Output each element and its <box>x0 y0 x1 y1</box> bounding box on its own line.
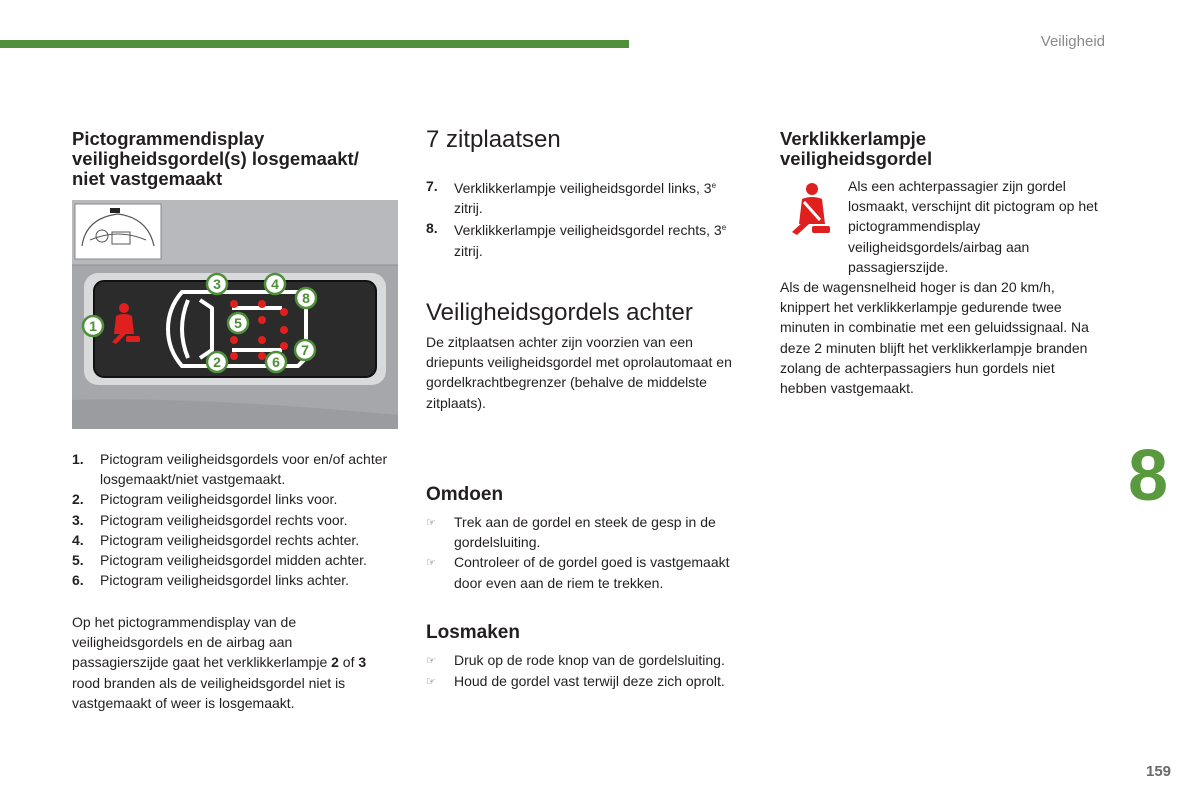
callout-3 <box>205 272 229 301</box>
callout-1 <box>81 314 105 343</box>
list-text: Trek aan de gordel en steek de gesp in de gordelsluiting. <box>454 514 716 551</box>
text-run-bold: 2 <box>331 654 339 671</box>
heading-line: niet vastgemaakt <box>72 168 223 189</box>
seatbelt-warning-icon <box>788 182 836 236</box>
list-text: Druk op de rode knop van de gordelsluiting. <box>454 652 725 668</box>
icon-description: Als een achterpassagier zijn gordel losmaakt, verschijnt dit pictogram op het pictogrammendisplay veiligheidsgordels/airbag aan passagierszijde. <box>848 178 1098 275</box>
list-number: 8. <box>426 220 438 237</box>
list-item <box>426 671 748 692</box>
list-text: Pictogram veiligheidsgordel links voor. <box>100 491 338 508</box>
text-run: zitrij. <box>454 242 483 259</box>
heading-warning-lamp <box>780 129 932 169</box>
list-item <box>72 489 398 509</box>
hand-pointer-icon: ☞ <box>426 517 436 529</box>
callout-8 <box>294 286 318 315</box>
text-run: Op het pictogrammendisplay van de veiligheidsgordels en de airbag aan passagierszijde gaat het verklikkerlampje <box>72 614 332 671</box>
heading-7-seats: 7 zitplaatsen <box>426 126 561 153</box>
text-run-bold: 3 <box>358 654 367 671</box>
release-bullets <box>426 650 748 692</box>
page-number: 159 <box>1146 763 1172 780</box>
svg-text:7: 7 <box>301 342 309 358</box>
list-text <box>454 218 748 260</box>
list-item <box>72 510 398 530</box>
body-paragraph: De zitplaatsen achter zijn voorzien van een driepunts veiligheidsgordel met oprolautomaat en gordelkrachtbegrenzer (behalve de middelste zitplaats). <box>426 334 732 411</box>
list-number: 7. <box>426 178 438 194</box>
svg-text:1: 1 <box>89 318 97 334</box>
list-item <box>72 530 398 550</box>
fasten-bullets <box>426 512 748 593</box>
list-number: 5. <box>72 552 84 569</box>
list-text: Pictogram veiligheidsgordel links achter. <box>100 572 350 589</box>
list-item <box>426 552 748 592</box>
callout-5 <box>226 311 250 340</box>
text-run: Verklikkerlampje veiligheidsgordel rechts, 3 <box>454 222 722 239</box>
list-number: 3. <box>72 511 84 528</box>
superscript: e <box>711 181 717 190</box>
list-text: Pictogram veiligheidsgordel midden achter. <box>100 552 367 569</box>
hand-pointer-icon: ☞ <box>426 557 436 570</box>
list-item <box>426 218 748 260</box>
svg-text:3: 3 <box>213 276 221 292</box>
heading-line: veiligheidsgordel <box>780 148 933 169</box>
superscript: e <box>721 223 727 233</box>
callout-7 <box>293 338 317 367</box>
chapter-number: 8 <box>1128 436 1169 516</box>
svg-text:4: 4 <box>271 276 279 292</box>
heading-release: Losmaken <box>426 622 520 643</box>
list-item <box>72 550 398 570</box>
text-run: zitrij. <box>454 200 483 217</box>
list-item <box>72 570 398 590</box>
list-text: Pictogram veiligheidsgordel rechts voor. <box>100 511 348 528</box>
section-title: Veiligheid <box>1040 33 1105 50</box>
heading-rear-seatbelts: Veiligheidsgordels achter <box>426 299 693 326</box>
svg-text:2: 2 <box>213 354 221 370</box>
heading-pictogram-display <box>72 129 359 189</box>
body-paragraph: Als de wagensnelheid hoger is dan 20 km/h, knippert het verklikkerlampje gedurende twee minuten in combinatie met een geluidssignaal. Na deze 2 minuten blijft het verklikkerlampje branden zolang de achterpassagiers hun gordels niet hebben vastgemaakt. <box>780 279 1089 397</box>
text-run: rood branden als de veiligheidsgordel niet is vastgemaakt of weer is losgemaakt. <box>72 674 346 711</box>
list-item <box>426 176 748 218</box>
list-item <box>426 650 748 671</box>
hand-pointer-icon: ☞ <box>426 676 436 689</box>
svg-text:8: 8 <box>302 290 310 306</box>
list-text: Houd de gordel vast terwijl deze zich oprolt. <box>454 673 725 690</box>
text-run: of <box>338 654 359 671</box>
list-number: 4. <box>72 531 84 548</box>
list-number: 2. <box>72 491 84 508</box>
list-text <box>454 176 748 218</box>
callout-4 <box>263 272 287 301</box>
svg-text:6: 6 <box>272 354 280 370</box>
list-number: 1. <box>72 451 84 467</box>
list-text: Pictogram veiligheidsgordel rechts achter. <box>100 531 360 548</box>
body-paragraph <box>72 612 390 713</box>
list-number: 6. <box>72 572 84 589</box>
list-item <box>72 449 398 489</box>
seat-list <box>426 176 748 261</box>
callout-2 <box>205 350 229 379</box>
callout-6 <box>264 350 288 379</box>
heading-line: Pictogrammendisplay <box>72 128 265 149</box>
svg-text:5: 5 <box>234 315 242 331</box>
text-run: Verklikkerlampje veiligheidsgordel links, 3 <box>454 180 712 196</box>
seatbelt-display-figure <box>72 200 398 429</box>
header-accent-bar <box>0 40 629 48</box>
heading-line: veiligheidsgordel(s) losgemaakt/ <box>72 148 359 169</box>
legend-list <box>72 449 398 590</box>
list-text: Pictogram veiligheidsgordels voor en/of achter losgemaakt/niet vastgemaakt. <box>100 451 388 488</box>
list-item <box>426 512 748 552</box>
hand-pointer-icon: ☞ <box>426 655 436 667</box>
heading-fasten: Omdoen <box>426 484 504 505</box>
heading-line: Verklikkerlampje <box>780 128 927 149</box>
list-text: Controleer of de gordel goed is vastgemaakt door even aan de riem te trekken. <box>454 554 730 591</box>
